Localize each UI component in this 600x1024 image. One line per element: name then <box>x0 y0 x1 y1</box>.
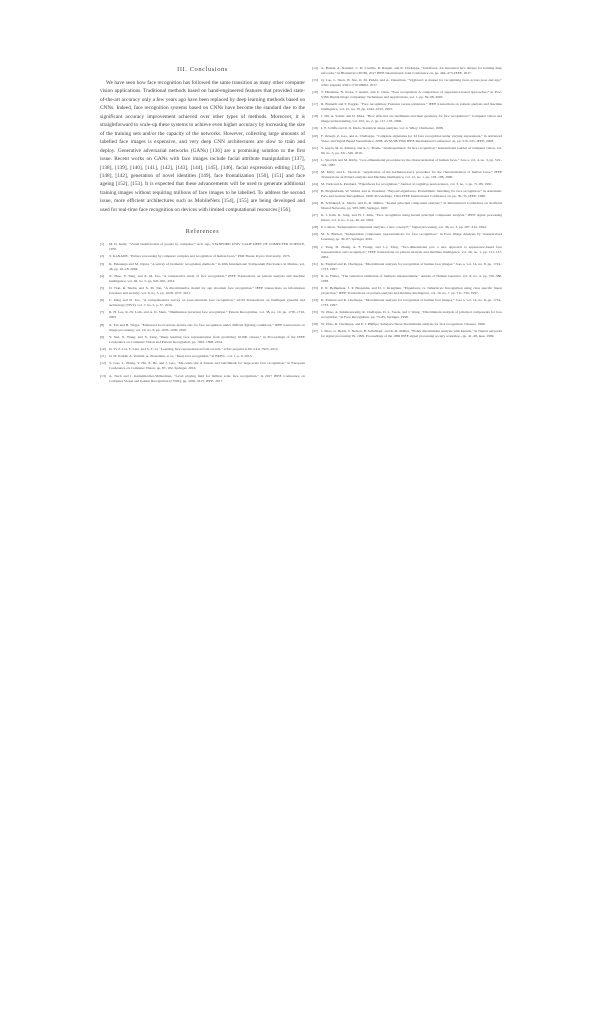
reference-number: [18] <box>312 114 318 119</box>
reference-text: K. I. Kim, K. Jung, and H. J. Kim, “Face recognition using kernel principal component analysis,” IEEE signal processing letters, vol. 9, no. 2, pp. 40–42, 2002. <box>321 213 502 223</box>
reference-number: [32] <box>312 273 318 278</box>
references-title: References <box>185 228 220 236</box>
reference-item <box>100 361 305 371</box>
reference-item <box>100 274 305 284</box>
reference-text: S. Gupta, M. K. Markey, and A. C. Bovik, “Anthropometric 3d face recognition,” International journal of computer vision, vol. 90, no. 3, pp. 331–349, 2010. <box>321 145 502 155</box>
reference-item <box>312 158 502 168</box>
reference-text: K. Etemad and R. Chellappa, “Discriminant analysis for recognition of human face images,” Josa a, vol. 14, no. 8, pp. 1724–1733, 1997. <box>321 261 502 271</box>
reference-item <box>100 254 305 259</box>
reference-text: J. Yang, D. Zhang, A. F. Frangi, and J.-y. Yang, “Two-dimensional pca: a new approach to appearance-based face representation and recognition,” IEEE transactions on pattern analysis and machine intelligence, vol. 26, no. 1, pp. 131–137, 2004. <box>321 244 502 259</box>
reference-text: B. Schölkopf, A. Smola, and K.-R. Müller, “Kernel principal component analysis,” in International Conference on Artificial Neural Networks, pp. 583–588, Springer, 1997. <box>321 201 502 211</box>
references-list-right <box>312 66 502 339</box>
reference-number: [35] <box>312 309 318 314</box>
reference-number: [2] <box>100 254 105 259</box>
reference-text: F. Ozaegi, Z. Gao, and A. Chellappa, “Complete signatures for 3d face recognition under varying expressions,” in Advanced Video and Signal Based Surveillance, 2008. AVSS’08. Fifth IEEE International Conference on, pp. 519–525, IEEE, 2008. <box>321 133 502 143</box>
reference-item <box>100 347 305 352</box>
reference-item <box>312 102 502 112</box>
reference-text: T. KANADE, “Picture processing by computer complex and recognition of human faces,” PhD Thesis, Kyoto University, 1973. <box>109 254 291 259</box>
reference-text: Y. Guo, L. Zhang, Y. Hu, X. He, and J. Gao, “Ms-celeb-1m: A dataset and benchmark for large-scale face recognition,” in European Conference on Computer Vision, pp. 87–102, Springer, 2016. <box>109 361 305 371</box>
reference-item <box>100 374 305 384</box>
reference-number: [33] <box>312 285 318 290</box>
reference-number: [24] <box>312 181 318 186</box>
reference-item <box>312 245 502 260</box>
reference-number: [15] <box>312 78 318 83</box>
reference-number: [17] <box>312 102 318 107</box>
reference-text: W. Zhao, A. Krishnaswamy, R. Chellappa, D. L. Swets, and J. Weng, “Discriminant analysis of principal components for face recognition,” in Face Recognition, pp. 73–85, Springer, 1998. <box>321 309 502 319</box>
reference-number: [9] <box>100 334 105 339</box>
reference-text: P. N. Belhumeur, J. P. Hespanha, and D. J. Kriegman, “Eigenfaces vs. fisherfaces: Recognition using class specific linear projection,” IEEE Transactions on pattern analysis and machine intelligence, vol. 19, no. 7, pp. 711–720, 1997. <box>321 285 502 295</box>
references-list-left <box>100 242 305 383</box>
reference-item <box>100 262 305 272</box>
reference-item <box>312 310 502 320</box>
reference-text: D. Yi, Z. Lei, S. Liao, and S. Z. Li, “Learning face representation from scratch,” arXiv preprint arXiv:1411.7923, 2014. <box>109 346 279 351</box>
reference-item <box>312 114 502 124</box>
reference-number: [3] <box>100 261 105 266</box>
reference-number: [37] <box>312 329 318 334</box>
section-title: III. Conclusions <box>177 66 228 73</box>
reference-number: [30] <box>312 244 318 249</box>
reference-text: M. Kirby and L. Sirovich, “Application of the karhunen-loeve procedure for the characterization of human faces,” IEEE Transactions on Pattern analysis and Machine intelligence, vol. 12, no. 1, pp. 103–108, 1990. <box>321 169 502 179</box>
reference-item <box>312 182 502 187</box>
reference-text: B. Moghaddam, W. Wahid, and A. Pentland, “Beyond eigenfaces: Probabilistic matching for face recognition,” in Automatic Face and Gesture Recognition, 1998. Proceedings. Third IEEE International Conference on, pp. 30–35, IEEE, 1998. <box>321 189 502 199</box>
reference-number: [5] <box>100 286 105 290</box>
reference-number: [11] <box>100 354 106 359</box>
reference-number: [28] <box>312 225 318 230</box>
reference-text: J. Shi, A. Samal, and D. Marx, “How effective are landmarks and their geometry for face recognition?,” Computer vision and image understanding, vol. 102, no. 2, pp. 117–133, 2006. <box>321 114 502 124</box>
reference-number: [25] <box>312 189 318 194</box>
conclusion-paragraph: We have seen how face recognition has followed the same transition as many other computer vision applications. Traditional methods based on hand-engineered features that provided state-of-the-art accuracy only a few years ago have been replaced by deep learning methods based on CNNs. Indeed, face recognition systems based on CNNs have become the standard due to the significant accuracy improvement achieved over other types of methods. Moreover, it is straightforward to scale-up these systems to achieve even higher accuracy by increasing the size of the training sets and/or the capacity of the networks. However, collecting large amounts of labelled face images is expensive, and very deep CNN architectures are slow to train and deploy. Generative adversarial networks (GANs) [136] are a promising solution to the first issue. Recent works on GANs with face images include facial attribute manipulation [137], [138], [139], [140], [141], [142], [143], [144], [145], [146], facial expression editing [147], [148], [142], generation of novel identities [149], face frontalization [150], [151] and face ageing [152], [153]. It is expected that these advancements will be used to generate additional training images without requiring millions of face images to be labelled. To address the second issue, more efficient architectures such as MobileNets [154], [155] are being developed and used for real-time face recognition on devices with limited computational resources [156]. <box>100 80 305 213</box>
reference-text: I. T. Jolliffe and R. O. Duda, Statistical shape analysis, vol. 4. Wiley Chichester, 1998. <box>321 126 444 131</box>
reference-text: T. Heseltine, N. Pears, J. Austin, and Z. Chen, “Face recognition: A comparison of appearance-based approaches,” in Proc. VIIth Digital image computing: Techniques and Applications, vol. 1, pp. 59–68, 2003. <box>321 90 502 100</box>
reference-number: [7] <box>100 310 105 315</box>
reference-text: C. Ding and D. Tao, “A comprehensive survey on pose-invariant face recognition,” ACM Transactions on intelligent systems and technology (TIST), vol. 7, no. 3, p. 37, 2016. <box>109 298 305 308</box>
reference-text: P. Comon, “Independent component analysis, a new concept?,” Signal processing, vol. 36, no. 3, pp. 287–314, 1994. <box>321 225 487 230</box>
reference-number: [20] <box>312 133 318 138</box>
reference-text: X. Zhao, Y. Tang, and X. M. Tao, “A comparative study of face recognition,” IEEE Transactions on pattern analysis and machine intelligence, vol. 36, no. 5, pp. 945–961, 2014. <box>109 273 305 283</box>
reference-item <box>312 298 502 308</box>
reference-item <box>312 225 502 230</box>
reference-item <box>100 323 305 333</box>
right-column <box>312 66 502 341</box>
reference-number: [12] <box>100 361 106 366</box>
reference-number: [31] <box>312 261 318 266</box>
reference-number: [34] <box>312 297 318 302</box>
reference-text: R. Brunelli and T. Poggio, “Face recognition: Features versus templates,” IEEE transactions on pattern analysis and machine intelligence, vol. 15, no. 10, pp. 1042–1052, 1993. <box>321 102 502 112</box>
reference-item <box>312 286 502 296</box>
reference-number: [8] <box>100 322 105 327</box>
reference-item <box>312 322 502 327</box>
reference-text: J. Zhao, G. Bebis, T. Nelson, B. Schölkopf, and K.-R. Müller, “Fisher discriminant analysis with kernels,” in Neural networks for signal processing IX, 1999. Proceedings of the 1999 IEEE signal processing society workshop., pp. 41–48, Ieee, 1999. <box>321 329 502 339</box>
reference-item <box>312 146 502 156</box>
reference-number: [26] <box>312 201 318 206</box>
reference-item <box>100 310 305 320</box>
reference-item <box>312 78 502 88</box>
reference-number: [6] <box>100 298 105 303</box>
reference-item <box>312 262 502 272</box>
reference-item <box>312 134 502 144</box>
reference-item <box>100 354 305 359</box>
reference-number: [4] <box>100 273 105 278</box>
reference-item <box>312 213 502 223</box>
reference-text: R. H. Lee, K.-W. Lam, and A. K. Shen, “Illumination invariant face recognition,” Pattern Recognition, vol. 38, no. 10, pp. 1705–1716, 2005. <box>109 310 305 320</box>
reference-text: W. Zhao, R. Chellappa, and P. J. Phillips, Subspace linear discriminant analysis for face recognition. Citeseer, 1999. <box>321 322 486 327</box>
reference-item <box>100 242 305 252</box>
reference-item <box>312 170 502 180</box>
reference-text: Q. Cao, L. Shen, W. Xie, O. M. Parkhi, and A. Zisserman, “Vggface2: A dataset for recognising faces across pose and age,” arXiv preprint arXiv:1710.08092, 2017. <box>321 78 502 88</box>
reference-item <box>312 232 502 242</box>
reference-text: X. Tan and B. Triggs, “Enhanced local texture feature sets for face recognition under difficult lighting conditions,” IEEE transactions on image processing, vol. 19, no. 6, pp. 1635–1650, 2010. <box>109 322 305 332</box>
reference-number: [22] <box>312 157 318 162</box>
reference-text: D. Tian, R. Shelle, and X. M. Tan, “A discriminative model for age invariant face recognition,” IEEE transactions on information forensics and security, vol. 6, no. 3, pp. 1028–1037, 2011. <box>109 286 305 295</box>
reference-text: L. Sirovich and M. Kirby, “Low-dimensional procedure for the characterization of human faces,” Josa a, vol. 4, no. 3, pp. 519–524, 1987. <box>321 157 502 167</box>
reference-text: M. Turk and A. Pentland, “Eigenfaces for recognition,” Journal of cognitive neuroscience, vol. 3, no. 1, pp. 71–86, 1991. <box>321 181 493 186</box>
left-column <box>100 66 305 386</box>
reference-text: O. M. Parkhi, A. Vedaldi, A. Zisserman, et al., “Deep face recognition,” in BMVC, vol. 1, p. 6, 2015. <box>109 354 253 359</box>
reference-text: M. D. Kelly, “Visual identification of people by computer,” tech. rep., STANFORD UNIV CALIF DEPT OF COMPUTER SCIENCE, 1970. <box>109 242 305 252</box>
reference-item <box>312 329 502 339</box>
reference-text: M. S. Bartlett, “Independent component representations for face recognition,” in Face Image Analysis by Unsupervised Learning, pp. 39–67, Springer, 2001. <box>321 232 502 242</box>
reference-number: [13] <box>100 373 106 378</box>
reference-text: K. Etemad and R. Chellappa, “Discriminant analysis for recognition of human face images,” Josa a, vol. 14, no. 8, pp. 1724–1733, 1997. <box>321 297 502 307</box>
reference-number: [23] <box>312 169 318 174</box>
reference-number: [1] <box>100 242 105 247</box>
reference-text: Y. Sun, X. Wang, and X. Tang, “Deep learning face representation from predicting 10,000 classes,” in Proceedings of the IEEE Conference on Computer Vision and Pattern Recognition, pp. 1891–1898, 2014. <box>109 334 305 344</box>
reference-number: [16] <box>312 90 318 95</box>
reference-number: [27] <box>312 213 318 218</box>
reference-text: K. Fukunaga and M. Ogata, “A survey of biometric recognition methods,” in 46th International Symposium Electronics in Marine, vol. 46, pp. 16–18, 2004. <box>109 261 305 271</box>
reference-item <box>312 126 502 131</box>
reference-item <box>312 66 502 76</box>
reference-number: [21] <box>312 145 318 150</box>
reference-number: [14] <box>312 66 318 70</box>
reference-number: [29] <box>312 232 318 237</box>
reference-text: A. Bansal, A. Nanduri, C. D. Castillo, R. Ranjan, and R. Chellappa, “Umdfaces: An annotated face dataset for training deep networks,” in Biometrics (IJCB), 2017 IEEE International Joint Conference on, pp. 464–473, IEEE, 2017. <box>321 66 502 75</box>
reference-text: R. A. Fisher, “The statistical utilization of multiple measurements,” Annals of Human Genetics, vol. 8, no. 4, pp. 376–386, 1938. <box>321 273 502 283</box>
reference-number: [19] <box>312 126 318 131</box>
reference-item <box>100 298 305 308</box>
reference-number: [36] <box>312 322 318 327</box>
reference-item <box>312 189 502 199</box>
reference-number: [10] <box>100 346 106 351</box>
reference-item <box>100 286 305 296</box>
reference-text: A. Nech and I. Kemelmacher-Shlizerman, “Level playing field for million scale face recognition,” in 2017 IEEE Conference on Computer Vision and Pattern Recognition (CVPR), pp. 3406–3415, IEEE, 2017. <box>109 373 305 383</box>
reference-item <box>312 90 502 100</box>
reference-item <box>100 335 305 345</box>
reference-item <box>312 274 502 284</box>
reference-item <box>312 201 502 211</box>
